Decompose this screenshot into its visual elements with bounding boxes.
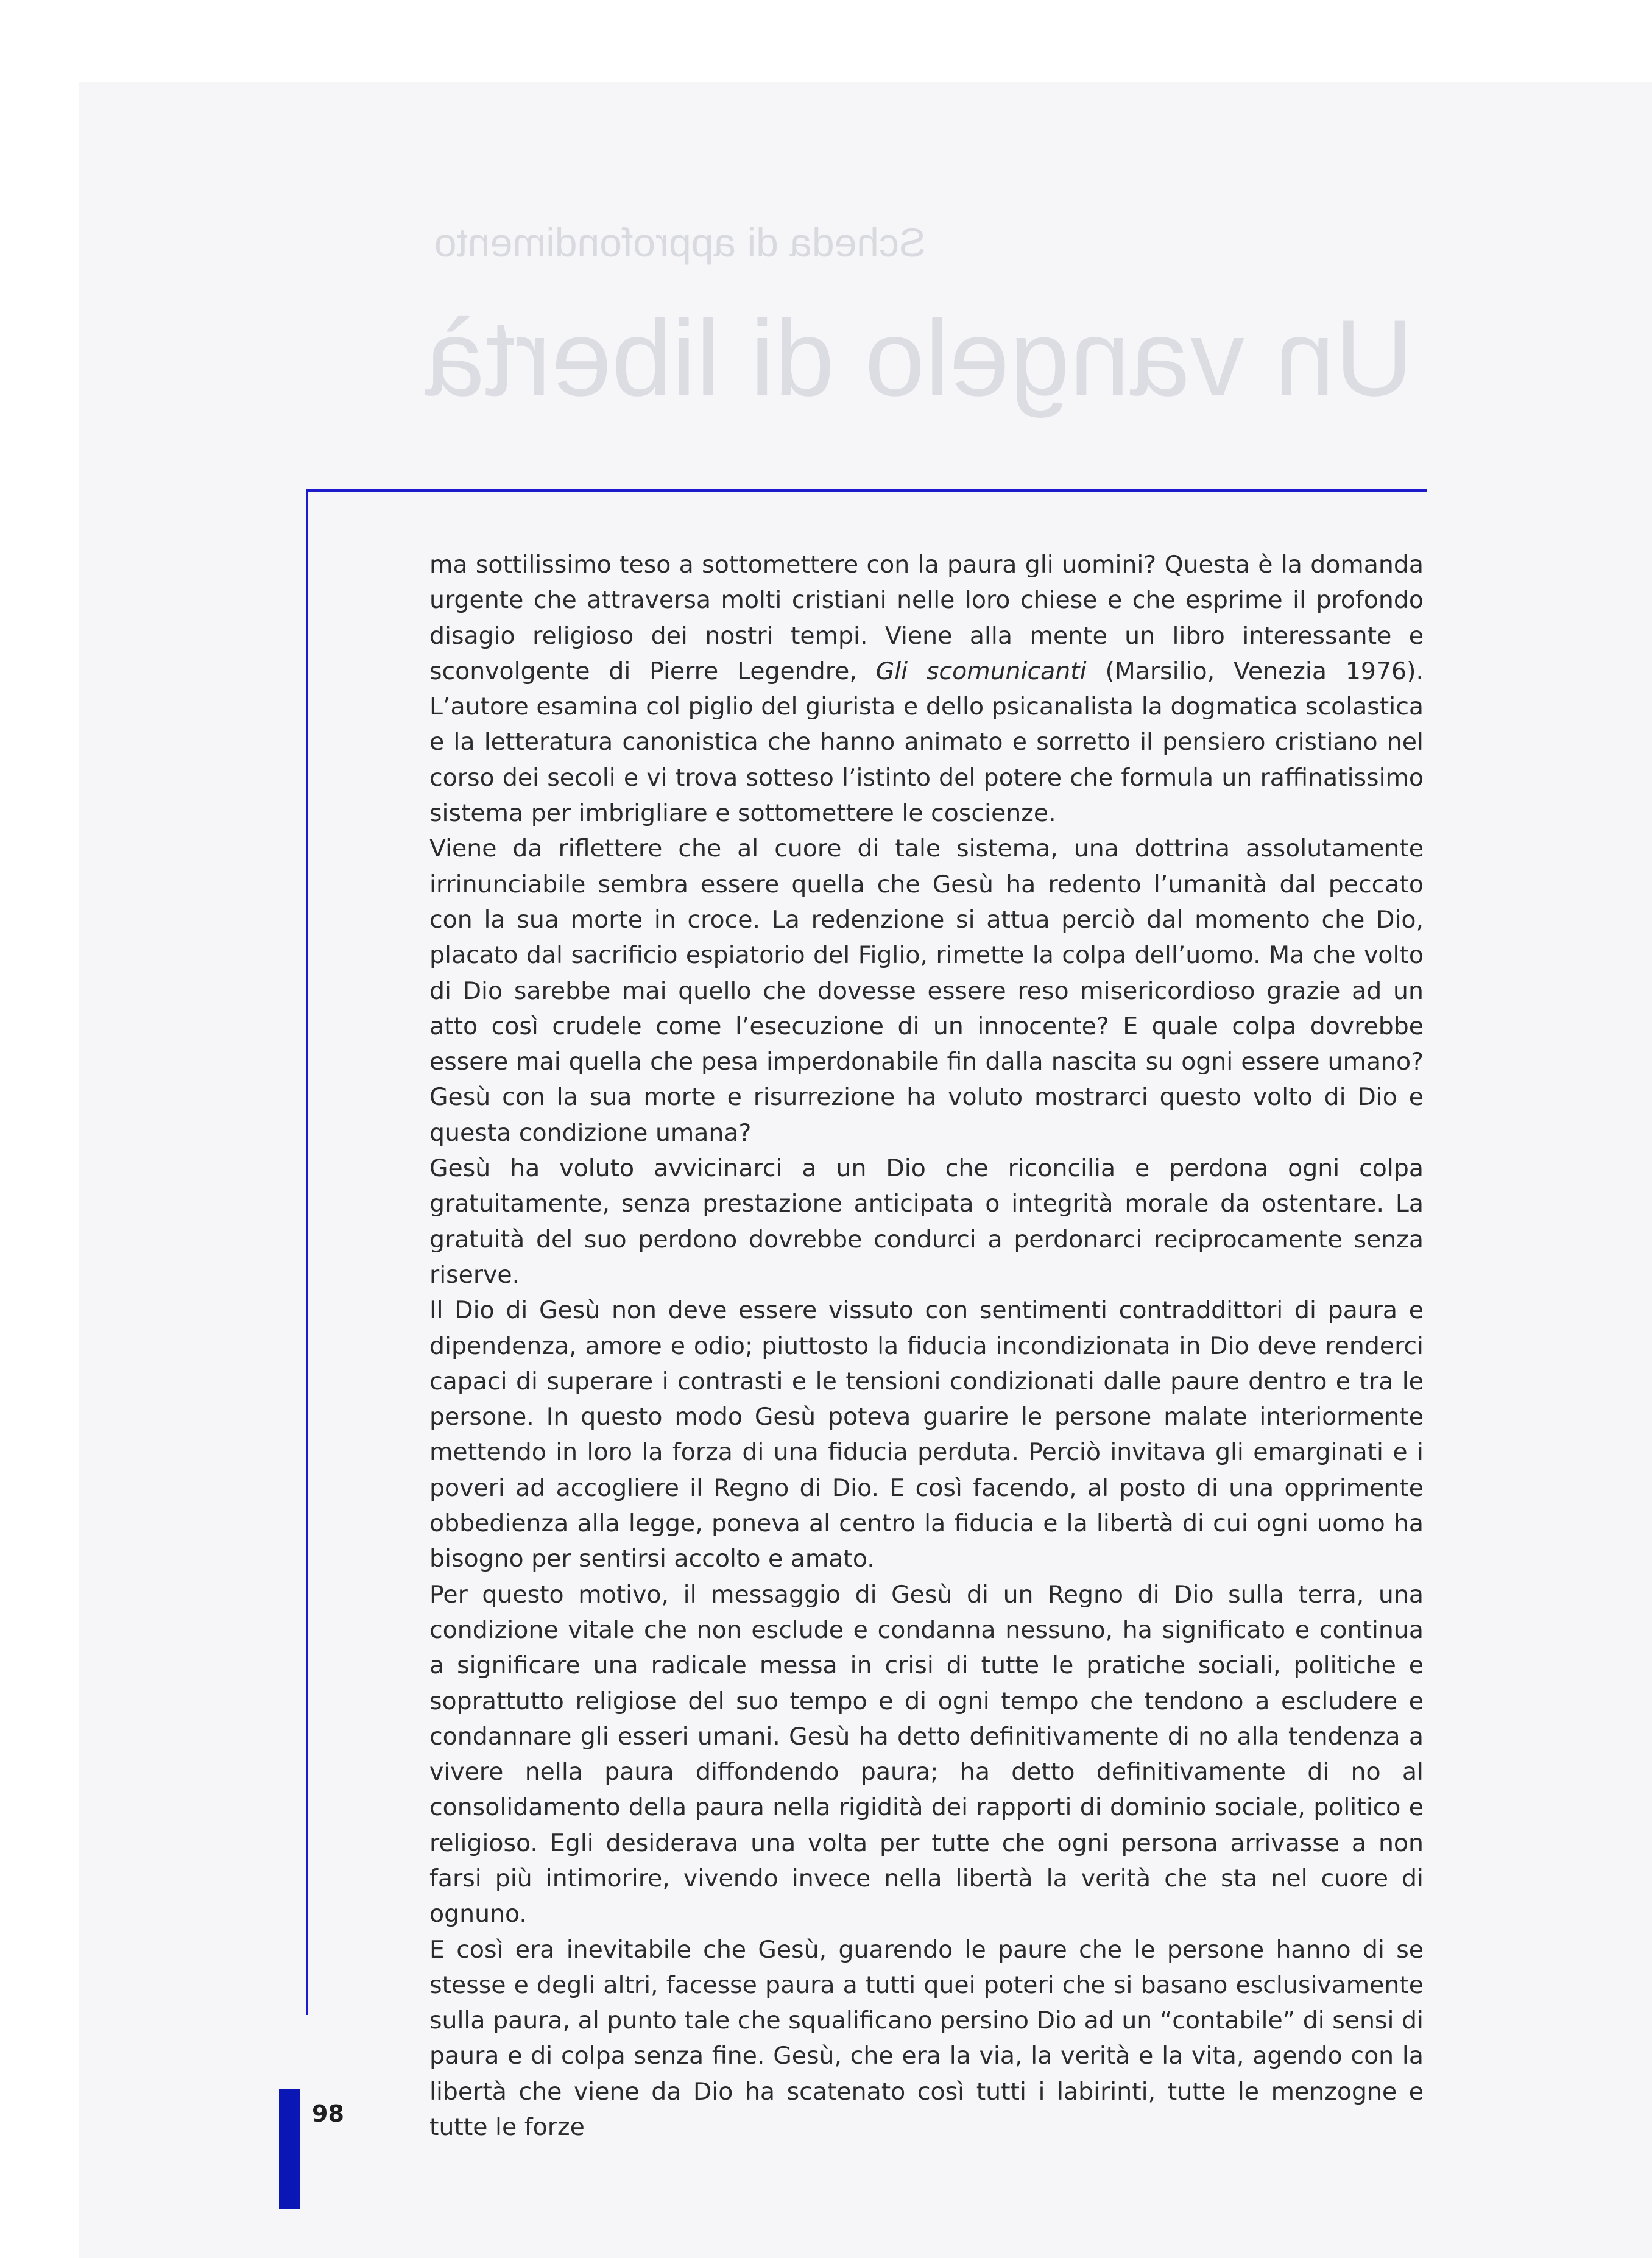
paragraph-4: Il Dio di Gesù non deve essere vissuto con sentimenti contraddittori di paura e dipendenza, amore e odio; piuttosto la fiducia incondizionata in Dio deve renderci capaci di superare i contrasti e le tensioni condizionati dalle paure dentro e tra le persone. In questo modo Gesù poteva guarire le persone malate interiormente mettendo in loro la forza di una fiducia perduta. Perciò invitava gli emarginati e i poveri ad accogliere il Regno di Dio. E così facendo, al posto di una opprimente obbedienza alla legge, poneva al centro la fiducia e la libertà di cui ogni uomo ha bisogno per sentirsi accolto e amato. bbox=[429, 1296, 1424, 1573]
paragraph-1-text-a: ma sottilissimo teso a sottomettere con la paura gli uomini? Questa è la domanda urgente che attraversa molti cristiani nelle loro chiese e che esprime il profondo disagio religioso dei nostri tempi. Viene alla mente un libro interessante e sconvolgente di Pierre Legendre, bbox=[429, 551, 1424, 685]
blue-frame-top-rule bbox=[306, 489, 1427, 492]
paragraph-1-text-b: (Marsilio, Venezia 1976). L’autore esamina col piglio del giurista e dello psicanalista la dogmatica scolastica e la letteratura canonistica che hanno animato e sorretto il pensiero cristiano nel corso dei secoli e vi trova sotteso l’istinto del potere che formula un raffinatissimo sistema per imbrigliare e sottomettere le coscienze. bbox=[429, 657, 1424, 828]
scan-margin-top bbox=[0, 0, 1652, 82]
page-number-marker bbox=[279, 2089, 300, 2209]
paragraph-2: Viene da riflettere che al cuore di tale sistema, una dottrina assolutamente irrinunciabile sembra essere quella che Gesù ha redento l’umanità dal peccato con la sua morte in croce. La redenzione si attua perciò dal momento che Dio, placato dal sacrificio espiatorio del Figlio, rimette la colpa dell’uomo. Ma che volto di Dio sarebbe mai quello che dovesse essere reso misericordioso grazie ad un atto così crudele come l’esecuzione di un innocente? E quale colpa dovrebbe essere mai quella che pesa imperdonabile fin dalla nascita su ogni essere umano? Gesù con la sua morte e risurrezione ha voluto mostrarci questo volto di Dio e questa condizione umana? bbox=[429, 834, 1424, 1147]
paragraph-1 bbox=[429, 551, 1424, 827]
paragraph-3: Gesù ha voluto avvicinarci a un Dio che riconcilia e perdona ogni colpa gratuitamente, senza prestazione anticipata o integrità morale da ostentare. La gratuità del suo perdono dovrebbe condurci a perdonarci reciprocamente senza riserve. bbox=[429, 1154, 1424, 1289]
book-title: Gli scomunicanti bbox=[875, 657, 1087, 685]
paragraph-6: E così era inevitabile che Gesù, guarendo le paure che le persone hanno di se stesse e degli altri, facesse paura a tutti quei poteri che si basano esclusivamente sulla paura, al punto tale che squalificano persino Dio ad un “contabile” di sensi di paura e di colpa senza fine. Gesù, che era la via, la verità e la vita, agendo con la libertà che viene da Dio ha scatenato così tutti i labirinti, tutte le menzogne e tutte le forze bbox=[429, 1935, 1424, 2142]
bleed-through-subtitle: Scheda di approfondimento bbox=[434, 220, 926, 265]
article-body bbox=[429, 547, 1424, 2145]
bleed-through-title: Un vangelo di libertà bbox=[425, 297, 1413, 418]
paragraph-5: Per questo motivo, il messaggio di Gesù di un Regno di Dio sulla terra, una condizione vitale che non esclude e condanna nessuno, ha significato e continua a significare una radicale messa in crisi di tutte le pratiche sociali, politiche e soprattutto religiose del suo tempo e di ogni tempo che tendono a escludere e condannare gli esseri umani. Gesù ha detto definitivamente di no alla tendenza a vivere nella paura diffondendo paura; ha detto definitivamente di no al consolidamento della paura nella rigidità dei rapporti di dominio sociale, politico e religioso. Egli desiderava una volta per tutte che ogni persona arrivasse a non farsi più intimorire, vivendo invece nella libertà la verità che sta nel cuore di ognuno. bbox=[429, 1580, 1424, 1928]
page-number: 98 bbox=[312, 2100, 344, 2127]
blue-frame-left-rule bbox=[306, 489, 308, 2015]
